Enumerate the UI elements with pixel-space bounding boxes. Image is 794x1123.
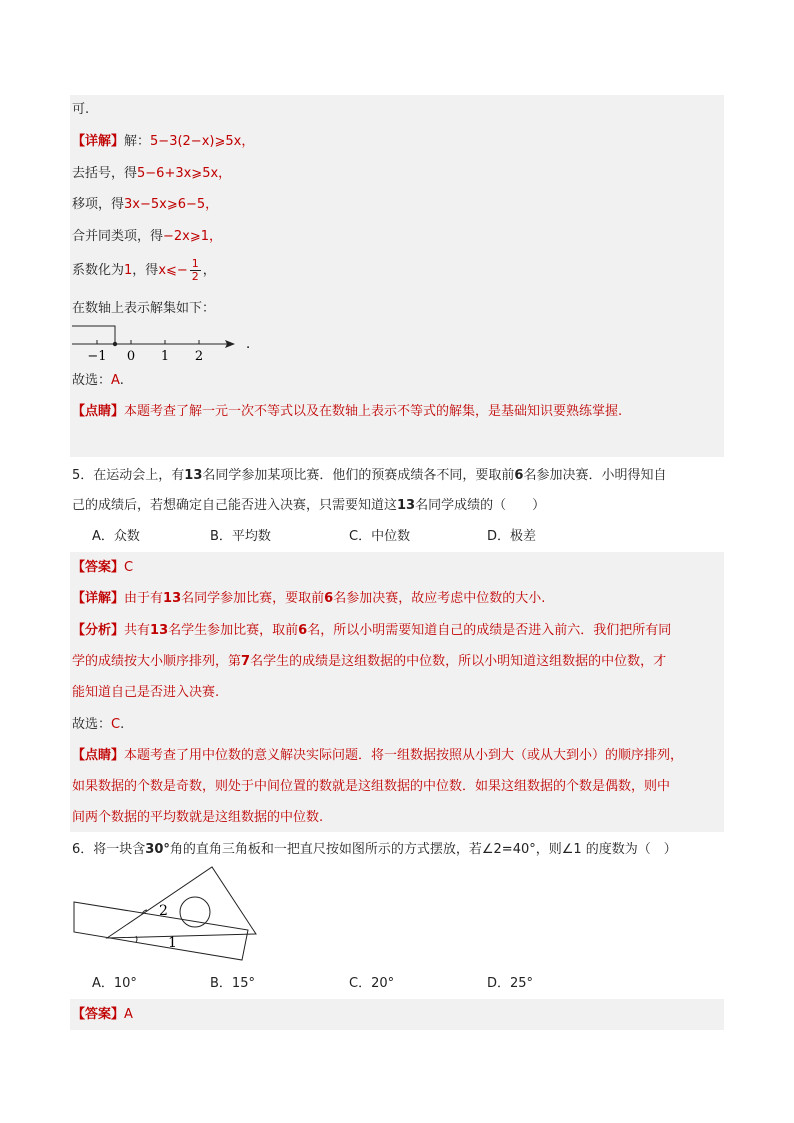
- q6-option-d: D．25°: [487, 976, 534, 991]
- line-ke: 可.: [72, 102, 90, 117]
- numberline-intro: 在数轴上表示解集如下：: [72, 301, 216, 316]
- tick-label-neg1: −1: [87, 349, 107, 364]
- q5-option-b: B．平均数: [210, 529, 271, 544]
- q5-stem-line1: 5．在运动会上，有13名同学参加某项比赛．他们的预赛成绩各不同，要取前6名参加决赛．小明得知自: [72, 468, 667, 483]
- dianjing-line-q4: 【点睛】本题考查了解一元一次不等式以及在数轴上表示不等式的解集，是基础知识要熟练掌握.: [72, 404, 623, 419]
- q5-stem-line2: 己的成绩后，若想确定自己能否进入决赛，只需要知道这13名同学成绩的（ ）: [72, 498, 546, 513]
- q6-option-a: A．10°: [92, 976, 137, 991]
- q6-option-b: B．15°: [210, 976, 255, 991]
- numberline-period: .: [246, 337, 251, 352]
- angle-2-label: 2: [159, 903, 168, 919]
- guxuan-line-q4: 故选：A.: [72, 373, 124, 388]
- q6-option-c: C．20°: [349, 976, 395, 991]
- q5-guxuan: 故选：C.: [72, 717, 125, 732]
- q5-dianjing-line3: 间两个数据的平均数就是这组数据的中位数.: [72, 810, 324, 825]
- q5-fenxi-line2: 学的成绩按大小顺序排列，第7名学生的成绩是这组数据的中位数，所以小明知道这组数据的中位数，才: [72, 654, 667, 669]
- q5-dianjing-line1: 【点睛】本题考查了用中位数的意义解决实际问题．将一组数据按照从小到大（或从大到小）的顺序排列，: [72, 748, 684, 763]
- triangle-ruler-figure: [70, 866, 270, 968]
- solution-set-bracket: [72, 326, 115, 344]
- q5-dianjing-line2: 如果数据的个数是奇数，则处于中间位置的数就是这组数据的中位数．如果这组数据的个数是偶数，则中: [72, 779, 671, 794]
- q5-option-c: C．中位数: [349, 529, 411, 544]
- q6-stem: 6．将一块含30°角的直角三角板和一把直尺按如图所示的方式摆放，若∠2=40°，则∠1 的度数为（ ）: [72, 842, 677, 857]
- angle-1-label: 1: [168, 935, 177, 951]
- step-3: 合并同类项，得−2x⩾1，: [72, 229, 223, 244]
- solution-band-q6: [70, 999, 724, 1030]
- tick-label-0: 0: [126, 349, 136, 364]
- tick-label-2: 2: [194, 349, 204, 364]
- q5-answer: 【答案】C: [72, 560, 134, 575]
- q5-fenxi-line1: 【分析】共有13名学生参加比赛，取前6名，所以小明需要知道自己的成绩是否进入前六．我们把所有同: [72, 623, 672, 638]
- step-4: 系数化为1，得x⩽− $\frac{1}{2}$ ，: [72, 257, 216, 283]
- xiangjie-expr: 5−3(2−x)⩾5x，: [150, 134, 255, 149]
- step-1: 去括号，得5−6+3x⩾5x，: [72, 166, 232, 181]
- q5-fenxi-line3: 能知道自己是否进入决赛.: [72, 685, 220, 700]
- q5-xiangjie: 【详解】由于有13名同学参加比赛，要取前6名参加决赛，故应考虑中位数的大小.: [72, 591, 546, 606]
- solution-point: [113, 342, 117, 346]
- tick-label-1: 1: [160, 349, 170, 364]
- q5-option-a: A．众数: [92, 529, 140, 544]
- step-2: 移项，得3x−5x⩾6−5，: [72, 197, 219, 212]
- q6-answer: 【答案】A: [72, 1007, 133, 1022]
- angle-1-arc: [136, 936, 137, 942]
- fraction-one-half: $\frac{1}{2}$: [191, 257, 199, 283]
- set-square-hole: [180, 897, 210, 927]
- q5-option-d: D．极差: [487, 529, 537, 544]
- xiangjie-line: 【详解】解：5−3(2−x)⩾5x，: [72, 134, 255, 149]
- number-line-figure: [70, 322, 270, 364]
- xiangjie-tag: 【详解】: [72, 134, 125, 149]
